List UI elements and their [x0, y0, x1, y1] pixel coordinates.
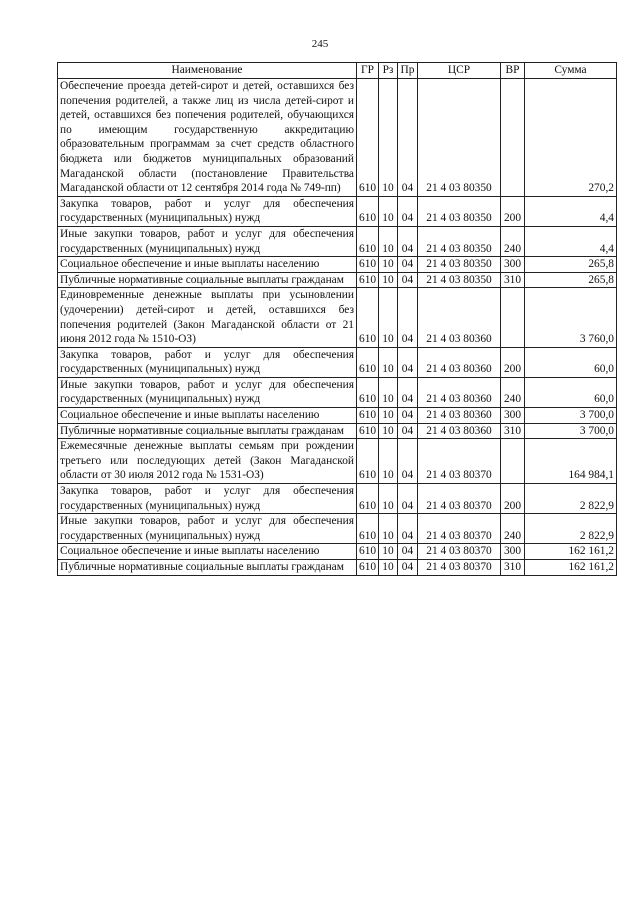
- row-rz: 10: [379, 288, 398, 347]
- row-name: Закупка товаров, работ и услуг для обеспечения государственных (муниципальных) нужд: [58, 484, 357, 514]
- row-sum: 60,0: [525, 377, 617, 407]
- row-sum: 3 700,0: [525, 408, 617, 424]
- row-pr: 04: [398, 484, 418, 514]
- row-sum: 3 700,0: [525, 423, 617, 439]
- row-csr: 21 4 03 80370: [418, 560, 501, 576]
- row-pr: 04: [398, 347, 418, 377]
- row-vr: 240: [501, 226, 525, 256]
- row-gr: 610: [357, 272, 379, 288]
- row-gr: 610: [357, 288, 379, 347]
- row-pr: 04: [398, 257, 418, 273]
- row-rz: 10: [379, 423, 398, 439]
- row-rz: 10: [379, 272, 398, 288]
- row-name: Единовременные денежные выплаты при усыновлении (удочерении) детей-сирот и детей, оставшихся без попечения родителей (Закон Магаданской области от 21 июня 2012 года № 1510-ОЗ): [58, 288, 357, 347]
- row-gr: 610: [357, 377, 379, 407]
- row-rz: 10: [379, 79, 398, 197]
- row-sum: 265,8: [525, 272, 617, 288]
- table-row: [58, 196, 617, 226]
- row-sum: 60,0: [525, 347, 617, 377]
- row-csr: 21 4 03 80370: [418, 544, 501, 560]
- row-gr: 610: [357, 196, 379, 226]
- page-number: 245: [311, 38, 329, 50]
- row-pr: 04: [398, 544, 418, 560]
- row-vr: 310: [501, 272, 525, 288]
- row-name: Социальное обеспечение и иные выплаты населению: [58, 544, 357, 560]
- row-vr: 240: [501, 514, 525, 544]
- row-csr: 21 4 03 80360: [418, 377, 501, 407]
- row-pr: 04: [398, 377, 418, 407]
- table-row: [58, 257, 617, 273]
- row-sum: 2 822,9: [525, 514, 617, 544]
- row-vr: [501, 439, 525, 484]
- table-row: [58, 226, 617, 256]
- row-csr: 21 4 03 80370: [418, 484, 501, 514]
- table-row: [58, 377, 617, 407]
- row-pr: 04: [398, 196, 418, 226]
- row-csr: 21 4 03 80350: [418, 79, 501, 197]
- row-pr: 04: [398, 560, 418, 576]
- row-vr: [501, 288, 525, 347]
- row-rz: 10: [379, 377, 398, 407]
- row-sum: 265,8: [525, 257, 617, 273]
- row-rz: 10: [379, 560, 398, 576]
- row-csr: 21 4 03 80360: [418, 347, 501, 377]
- row-sum: 270,2: [525, 79, 617, 197]
- table-header-row: [58, 63, 617, 79]
- table-row: [58, 423, 617, 439]
- row-vr: 310: [501, 560, 525, 576]
- row-sum: 162 161,2: [525, 560, 617, 576]
- header-gr: ГР: [357, 63, 379, 79]
- row-rz: 10: [379, 226, 398, 256]
- table-row: [58, 79, 617, 197]
- row-gr: 610: [357, 560, 379, 576]
- row-name: Социальное обеспечение и иные выплаты населению: [58, 408, 357, 424]
- row-csr: 21 4 03 80350: [418, 226, 501, 256]
- row-sum: 162 161,2: [525, 544, 617, 560]
- row-pr: 04: [398, 272, 418, 288]
- header-sum: Сумма: [525, 63, 617, 79]
- row-csr: 21 4 03 80360: [418, 423, 501, 439]
- row-sum: 3 760,0: [525, 288, 617, 347]
- row-csr: 21 4 03 80370: [418, 514, 501, 544]
- row-sum: 4,4: [525, 226, 617, 256]
- row-name: Закупка товаров, работ и услуг для обеспечения государственных (муниципальных) нужд: [58, 347, 357, 377]
- row-sum: 2 822,9: [525, 484, 617, 514]
- row-rz: 10: [379, 196, 398, 226]
- table-row: [58, 272, 617, 288]
- row-name: Иные закупки товаров, работ и услуг для обеспечения государственных (муниципальных) нужд: [58, 377, 357, 407]
- table-row: [58, 288, 617, 347]
- row-gr: 610: [357, 423, 379, 439]
- table-row: [58, 514, 617, 544]
- row-pr: 04: [398, 79, 418, 197]
- row-csr: 21 4 03 80350: [418, 196, 501, 226]
- row-vr: 200: [501, 196, 525, 226]
- row-pr: 04: [398, 288, 418, 347]
- row-gr: 610: [357, 439, 379, 484]
- row-rz: 10: [379, 347, 398, 377]
- row-vr: 300: [501, 257, 525, 273]
- row-pr: 04: [398, 439, 418, 484]
- row-gr: 610: [357, 514, 379, 544]
- table-row: [58, 347, 617, 377]
- table-row: [58, 560, 617, 576]
- row-pr: 04: [398, 423, 418, 439]
- row-name: Иные закупки товаров, работ и услуг для обеспечения государственных (муниципальных) нужд: [58, 226, 357, 256]
- row-sum: 164 984,1: [525, 439, 617, 484]
- row-csr: 21 4 03 80360: [418, 288, 501, 347]
- table-row: [58, 484, 617, 514]
- row-vr: 300: [501, 544, 525, 560]
- row-csr: 21 4 03 80360: [418, 408, 501, 424]
- row-gr: 610: [357, 257, 379, 273]
- budget-table: [57, 62, 617, 576]
- table-row: [58, 544, 617, 560]
- row-gr: 610: [357, 408, 379, 424]
- row-gr: 610: [357, 484, 379, 514]
- row-sum: 4,4: [525, 196, 617, 226]
- row-rz: 10: [379, 484, 398, 514]
- row-pr: 04: [398, 408, 418, 424]
- row-vr: [501, 79, 525, 197]
- header-name: Наименование: [58, 63, 357, 79]
- row-rz: 10: [379, 408, 398, 424]
- row-name: Публичные нормативные социальные выплаты гражданам: [58, 560, 357, 576]
- row-pr: 04: [398, 226, 418, 256]
- row-name: Иные закупки товаров, работ и услуг для обеспечения государственных (муниципальных) нужд: [58, 514, 357, 544]
- row-csr: 21 4 03 80350: [418, 257, 501, 273]
- row-vr: 300: [501, 408, 525, 424]
- row-gr: 610: [357, 347, 379, 377]
- row-vr: 240: [501, 377, 525, 407]
- row-gr: 610: [357, 226, 379, 256]
- row-name: Социальное обеспечение и иные выплаты населению: [58, 257, 357, 273]
- row-pr: 04: [398, 514, 418, 544]
- row-name: Закупка товаров, работ и услуг для обеспечения государственных (муниципальных) нужд: [58, 196, 357, 226]
- row-vr: 200: [501, 347, 525, 377]
- row-rz: 10: [379, 514, 398, 544]
- row-rz: 10: [379, 257, 398, 273]
- row-vr: 200: [501, 484, 525, 514]
- table-row: [58, 439, 617, 484]
- row-rz: 10: [379, 544, 398, 560]
- row-csr: 21 4 03 80350: [418, 272, 501, 288]
- row-name: Ежемесячные денежные выплаты семьям при рождении третьего или последующих детей (Закон Магаданской области от 30 июля 2012 года № 1531-ОЗ): [58, 439, 357, 484]
- header-pr: Пр: [398, 63, 418, 79]
- row-name: Публичные нормативные социальные выплаты гражданам: [58, 272, 357, 288]
- row-gr: 610: [357, 79, 379, 197]
- table-row: [58, 408, 617, 424]
- row-vr: 310: [501, 423, 525, 439]
- row-gr: 610: [357, 544, 379, 560]
- row-name: Публичные нормативные социальные выплаты гражданам: [58, 423, 357, 439]
- header-rz: Рз: [379, 63, 398, 79]
- row-name: Обеспечение проезда детей-сирот и детей, оставшихся без попечения родителей, а также лиц из числа детей-сирот и детей, оставшихся без попечения родителей, обучающихся по имеющим государственную аккредитацию образовательным программам за счет средств областного бюджета или бюджетов муниципальных образований Магаданской области (постановление Правительства Магаданской области от 12 сентября 2014 года № 749-пп): [58, 79, 357, 197]
- header-vr: ВР: [501, 63, 525, 79]
- row-csr: 21 4 03 80370: [418, 439, 501, 484]
- header-csr: ЦСР: [418, 63, 501, 79]
- row-rz: 10: [379, 439, 398, 484]
